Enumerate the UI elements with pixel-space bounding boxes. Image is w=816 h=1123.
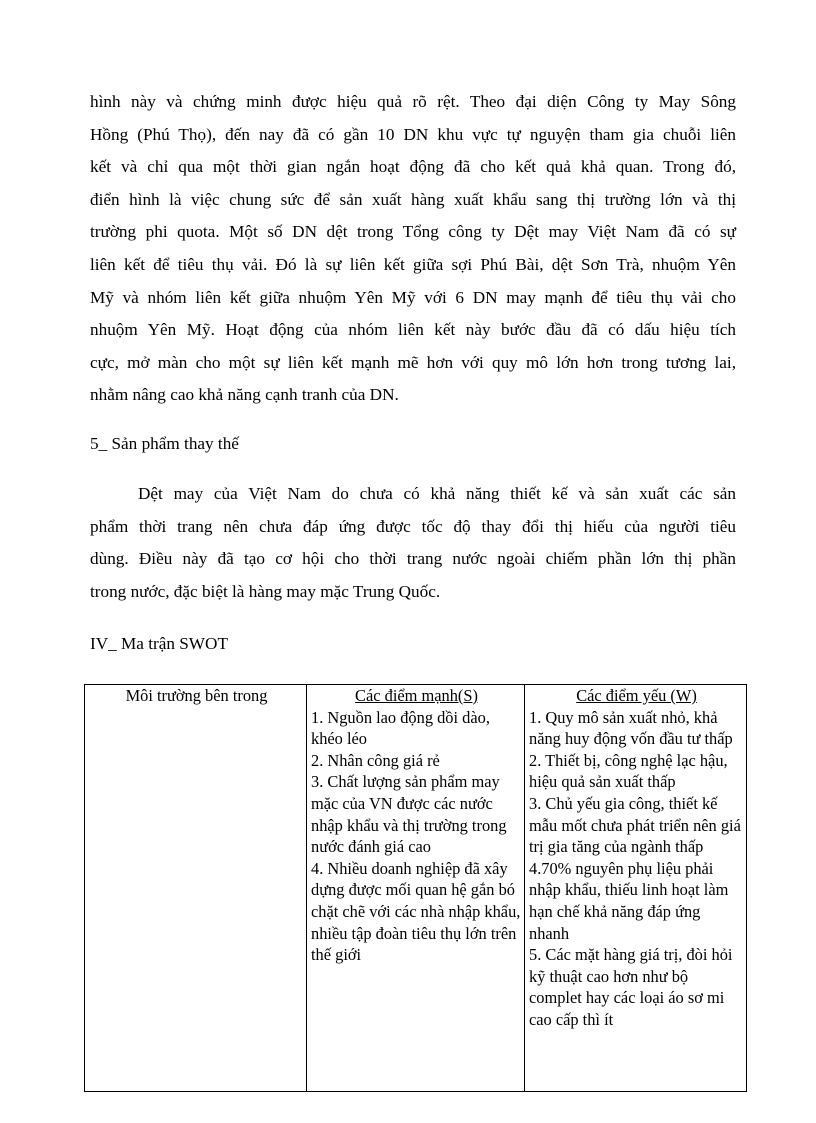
strength-item: 3. Chất lượng sản phẩm may mặc của VN được các nước nhập khẩu và thị trường trong nước đánh giá cao [311,772,507,857]
text-line: hình này và chứng minh được hiệu quả rõ rệt. Theo đại diện Công ty May Sông [90,92,736,111]
section-heading-swot: IV_ Ma trận SWOT [90,634,228,653]
text-line: liên kết để tiêu thụ vải. Đó là sự liên kết giữa sợi Phú Bài, dệt Sơn Trà, nhuộm Yên [90,254,736,274]
weakness-item: 1. Quy mô sản xuất nhỏ, khả năng huy động vốn đầu tư thấp [529,707,733,749]
text-line: trong nước, đặc biệt là hàng may mặc Trung Quốc. [90,581,441,601]
text-line: Hồng (Phú Thọ), đến nay đã có gần 10 DN khu vực tự nguyện tham gia chuỗi liên [90,124,736,144]
weaknesses-cell [525,685,747,1092]
table-row [85,685,747,1092]
text-line: cực, mở màn cho một sự liên kết mạnh mẽ hơn với quy mô lớn hơn trong tương lai, [90,352,736,372]
swot-table [84,684,747,1092]
weaknesses-header: Các điểm yếu (W) [576,686,697,705]
strength-item: 2. Nhân công giá rẻ [311,750,440,770]
text-line: dùng. Điều này đã tạo cơ hội cho thời trang nước ngoài chiếm phần lớn thị phần [90,549,736,569]
weakness-item: 2. Thiết bị, công nghệ lạc hậu, hiệu quả sản xuất thấp [529,750,728,792]
weakness-item: 4.70% nguyên phụ liệu phải nhập khẩu, thiếu linh hoạt làm hạn chế khả năng đáp ứng nhanh [529,858,729,943]
text-line: kết và chỉ qua một thời gian ngắn hoạt động đã cho kết quả khả quan. Trong đó, [90,157,736,177]
text-line: phẩm thời trang nên chưa đáp ứng được tốc độ thay đổi thị hiếu của người tiêu [90,516,736,536]
internal-environment-cell [85,685,307,1092]
text-line: nhuộm Yên Mỹ. Hoạt động của nhóm liên kết này bước đầu đã có dấu hiệu tích [90,320,736,340]
text-line: điển hình là việc chung sức để sản xuất hàng xuất khẩu sang thị trường lớn và thị [90,189,736,209]
section-heading-substitutes: 5_ Sản phẩm thay thế [90,434,239,453]
strength-item: 1. Nguồn lao động dồi dào, khéo léo [311,707,490,749]
strengths-header: Các điểm mạnh(S) [355,686,478,705]
internal-environment-label: Môi trường bên trong [125,686,268,705]
paragraph-substitutes [90,478,736,608]
text-line: Mỹ và nhóm liên kết giữa nhuộm Yên Mỹ với 6 DN may mạnh để tiêu thụ vải cho [90,287,736,307]
text-line: trường phi quota. Một số DN dệt trong Tổng công ty Dệt may Việt Nam đã có sự [90,222,736,242]
text-line: Dệt may của Việt Nam do chưa có khả năng thiết kế và sản xuất các sản [138,484,736,503]
strengths-cell [307,685,525,1092]
weakness-item: 3. Chủ yếu gia công, thiết kế mẫu mốt chưa phát triển nên giá trị gia tăng của ngành thấp [529,793,741,857]
paragraph-supply-chain [90,86,736,412]
weakness-item: 5. Các mặt hàng giá trị, đòi hỏi kỹ thuật cao hơn như bộ complet hay các loại áo sơ mi cao cấp thì ít [529,945,733,1029]
strength-item: 4. Nhiều doanh nghiệp đã xây dựng được mối quan hệ gắn bó chặt chẽ với các nhà nhập khẩu, nhiều tập đoàn tiêu thụ lớn trên thế giới [311,858,521,965]
text-line: nhằm nâng cao khả năng cạnh tranh của DN. [90,385,399,405]
